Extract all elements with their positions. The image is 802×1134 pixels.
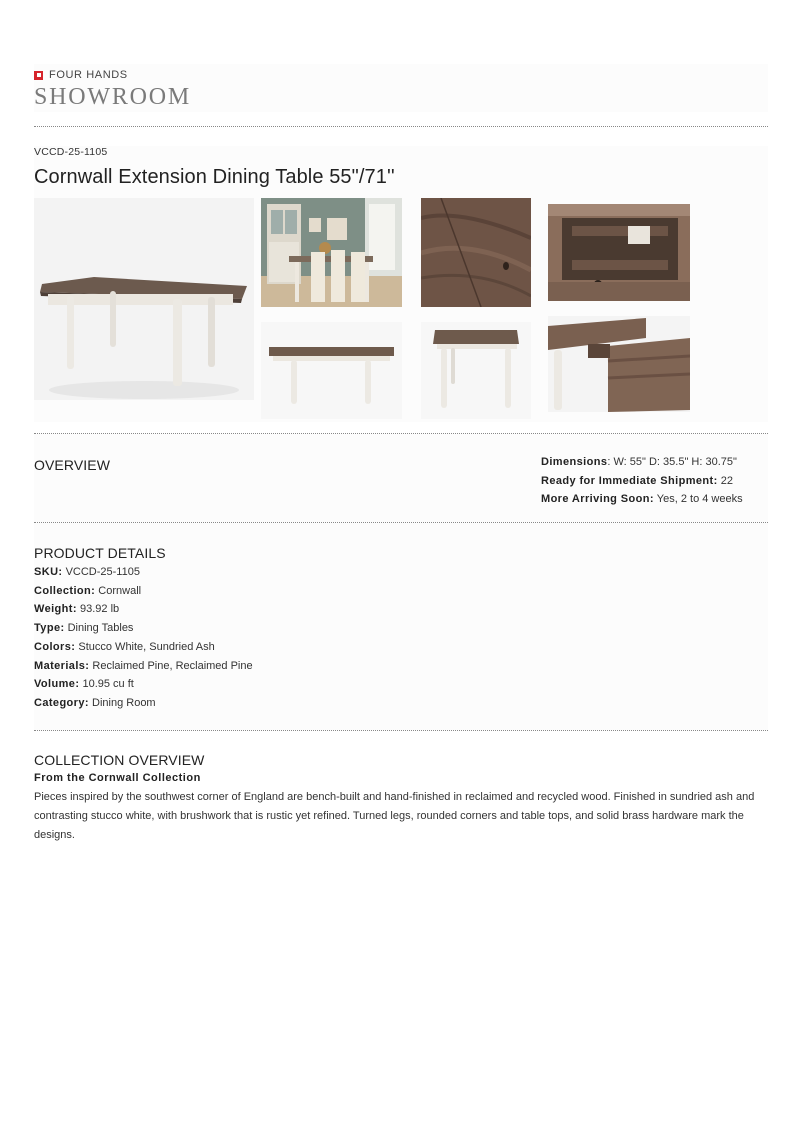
brand-square-icon — [34, 71, 43, 80]
collection-description: Pieces inspired by the southwest corner of England are bench-built and hand-finished in reclaimed and recycled wood. Finished in sundried ash and contrasting stucco white, with brushwork that is rustic yet refined. Turned legs, rounded corners and table tops, and solid brass hardware mark the designs. — [34, 791, 755, 841]
detail-colors: Colors: Stucco White, Sundried Ash — [34, 640, 215, 653]
detail-collection: Collection: Cornwall — [34, 584, 142, 597]
table-main-angle-photo[interactable] — [34, 198, 254, 400]
product-details-heading: PRODUCT DETAILS — [34, 545, 166, 561]
product-details-section — [34, 523, 768, 730]
overview-section — [34, 434, 768, 522]
table-front-view-photo[interactable] — [261, 322, 402, 419]
detail-volume: Volume: 10.95 cu ft — [34, 678, 134, 691]
brand-name: FOUR HANDS — [49, 69, 128, 81]
detail-type: Type: Dining Tables — [34, 622, 134, 635]
detail-materials: Materials: Reclaimed Pine, Reclaimed Pine — [34, 659, 253, 672]
image-gallery — [34, 198, 768, 422]
product-title: Cornwall Extension Dining Table 55"/71'' — [34, 166, 395, 188]
showroom-title: SHOWROOM — [34, 84, 192, 110]
wood-grain-closeup-photo[interactable] — [421, 198, 531, 307]
collection-overview-heading: COLLECTION OVERVIEW — [34, 752, 205, 768]
detail-sku: SKU: VCCD-25-1105 — [34, 566, 140, 578]
dining-room-scene-photo[interactable] — [261, 198, 402, 307]
detail-weight: Weight: 93.92 lb — [34, 603, 120, 616]
table-underside-photo[interactable] — [548, 204, 690, 301]
product-sheet — [34, 64, 768, 845]
overview-specs — [541, 453, 743, 509]
detail-category: Category: Dining Room — [34, 696, 156, 709]
collection-overview-section — [34, 731, 768, 845]
collection-subheading: From the Cornwall Collection — [34, 772, 201, 784]
table-extension-detail-photo[interactable] — [548, 316, 690, 412]
overview-heading: OVERVIEW — [34, 457, 111, 473]
spec-ready-shipment: Ready for Immediate Shipment: 22 — [541, 474, 733, 487]
divider — [34, 126, 768, 127]
product-sku: VCCD-25-1105 — [34, 146, 108, 158]
product-header — [34, 146, 768, 422]
spec-more-arriving: More Arriving Soon: Yes, 2 to 4 weeks — [541, 493, 743, 505]
header — [34, 64, 768, 112]
brand-logo — [34, 64, 768, 82]
table-side-view-photo[interactable] — [421, 322, 531, 419]
spec-dimensions: Dimensions: W: 55" D: 35.5" H: 30.75" — [541, 456, 737, 468]
detail-list — [34, 563, 768, 713]
